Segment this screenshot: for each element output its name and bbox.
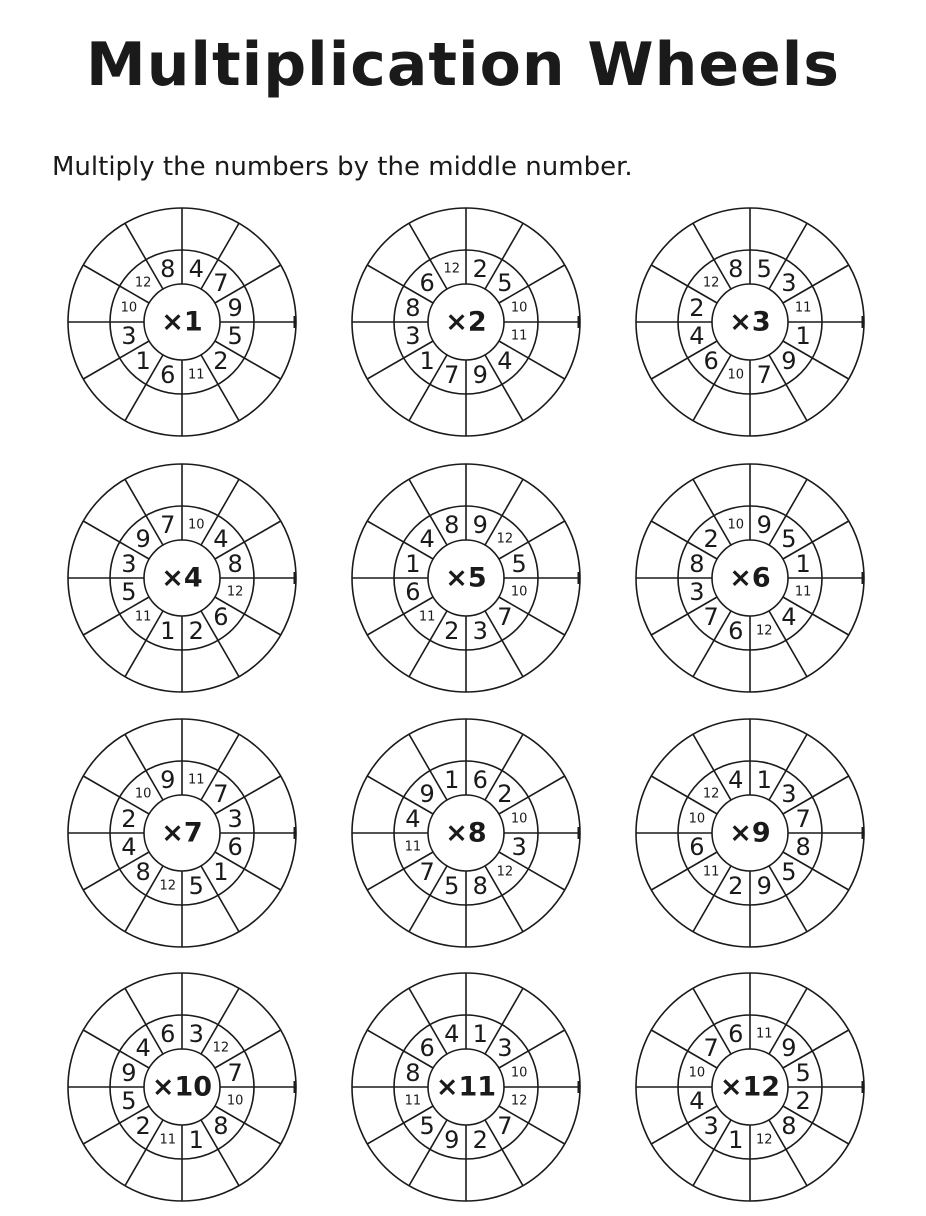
wheel-number: 3	[121, 549, 137, 578]
wheel-number: 5	[497, 269, 513, 298]
wheel	[636, 208, 864, 436]
wheel-number: 2	[703, 525, 719, 554]
wheel-number: 7	[419, 857, 435, 886]
wheel-number: 1	[472, 1019, 488, 1048]
wheel-number: 11	[404, 839, 422, 855]
wheel-number: 6	[472, 765, 488, 794]
page-title: Multiplication Wheels	[85, 30, 840, 100]
wheel-number: 7	[213, 269, 229, 298]
wheel-number: 1	[756, 765, 772, 794]
wheel-number: 11	[404, 1093, 422, 1109]
wheel-number: 10	[226, 1093, 244, 1109]
wheel	[352, 973, 580, 1201]
wheel-number: 8	[472, 872, 488, 901]
wheel-number: 3	[781, 269, 797, 298]
wheel-number: 4	[444, 1019, 460, 1048]
wheel-number: 7	[703, 602, 719, 631]
wheel-number: 3	[781, 780, 797, 809]
wheel-number: 9	[227, 293, 243, 322]
wheel-number: 1	[135, 346, 151, 375]
wheel-number: 12	[226, 584, 244, 600]
wheel-number: 6	[405, 578, 421, 607]
wheel-number: 6	[728, 617, 744, 646]
wheel-number: 1	[405, 549, 421, 578]
wheel-center-label: ×7	[161, 817, 203, 849]
wheel-number: 12	[755, 623, 773, 639]
wheel-number: 12	[212, 1040, 230, 1056]
wheel-number: 11	[187, 772, 205, 788]
wheel-number: 1	[188, 1126, 204, 1155]
wheel-center-label: ×5	[445, 562, 487, 594]
wheel-number: 12	[755, 1132, 773, 1148]
wheel-number: 6	[689, 833, 705, 862]
wheel-number: 4	[135, 1034, 151, 1063]
wheel-number: 9	[781, 346, 797, 375]
wheel-number: 7	[497, 1111, 513, 1140]
wheel-number: 10	[510, 584, 528, 600]
wheel-number: 3	[405, 322, 421, 351]
wheel-number: 8	[135, 857, 151, 886]
wheel	[352, 464, 580, 692]
wheel-number: 5	[419, 1111, 435, 1140]
wheel-number: 10	[134, 786, 152, 802]
wheel-number: 7	[795, 804, 811, 833]
wheel-center-label: ×1	[161, 306, 203, 338]
wheel-number: 10	[510, 300, 528, 316]
wheel-number: 5	[756, 254, 772, 283]
wheel-number: 2	[213, 346, 229, 375]
wheel-number: 8	[728, 254, 744, 283]
wheel-number: 5	[227, 322, 243, 351]
wheel	[68, 973, 296, 1201]
wheel-number: 8	[405, 293, 421, 322]
wheel-number: 2	[728, 872, 744, 901]
wheel-number: 5	[781, 857, 797, 886]
wheel-number: 1	[213, 857, 229, 886]
wheel-number: 1	[795, 549, 811, 578]
wheel	[68, 464, 296, 692]
wheel-number: 1	[728, 1126, 744, 1155]
wheel-number: 9	[444, 1126, 460, 1155]
wheel-number: 6	[160, 361, 176, 390]
wheel-number: 9	[419, 780, 435, 809]
wheel-number: 9	[472, 510, 488, 539]
wheel-number: 8	[795, 833, 811, 862]
wheel-number: 4	[689, 322, 705, 351]
wheel-center-label: ×10	[151, 1071, 213, 1103]
wheel-number: 6	[419, 269, 435, 298]
wheel-number: 11	[159, 1132, 177, 1148]
wheel-number: 3	[689, 578, 705, 607]
wheel-number: 10	[727, 517, 745, 533]
wheel-number: 3	[511, 833, 527, 862]
wheel-number: 10	[688, 1065, 706, 1081]
wheel-number: 12	[702, 786, 720, 802]
wheel-number: 11	[510, 328, 528, 344]
wheel-center-label: ×12	[719, 1071, 781, 1103]
wheel-number: 8	[160, 254, 176, 283]
wheel-number: 2	[188, 617, 204, 646]
wheel-number: 10	[120, 300, 138, 316]
wheel-number: 7	[703, 1034, 719, 1063]
wheel-number: 5	[781, 525, 797, 554]
wheel-center-label: ×4	[161, 562, 203, 594]
wheel-number: 7	[444, 361, 460, 390]
wheel-number: 12	[134, 275, 152, 291]
wheel-number: 10	[510, 811, 528, 827]
wheel-number: 11	[755, 1026, 773, 1042]
wheel-number: 8	[444, 510, 460, 539]
wheel-number: 12	[443, 261, 461, 277]
wheel-number: 9	[472, 361, 488, 390]
wheel-number: 2	[689, 293, 705, 322]
wheel	[68, 208, 296, 436]
wheel	[636, 973, 864, 1201]
wheel-number: 9	[756, 510, 772, 539]
wheel-number: 5	[121, 1087, 137, 1116]
wheel-number: 1	[160, 617, 176, 646]
wheel-number: 2	[497, 780, 513, 809]
wheel-number: 8	[689, 549, 705, 578]
wheel-number: 11	[134, 609, 152, 625]
wheel-number: 4	[188, 254, 204, 283]
wheel-number: 7	[227, 1058, 243, 1087]
wheel-number: 7	[213, 780, 229, 809]
wheel-number: 11	[794, 300, 812, 316]
wheel-number: 8	[213, 1111, 229, 1140]
wheel	[352, 719, 580, 947]
wheel-center-label: ×11	[435, 1071, 497, 1103]
wheel-number: 8	[781, 1111, 797, 1140]
wheel-number: 8	[227, 549, 243, 578]
wheel-number: 2	[121, 804, 137, 833]
wheel-number: 2	[135, 1111, 151, 1140]
wheel-number: 6	[419, 1034, 435, 1063]
wheel-number: 12	[702, 275, 720, 291]
wheel-number: 5	[795, 1058, 811, 1087]
wheel-number: 2	[472, 254, 488, 283]
wheel-number: 10	[688, 811, 706, 827]
wheel-number: 9	[756, 872, 772, 901]
wheel-number: 10	[727, 367, 745, 383]
wheel-number: 4	[689, 1087, 705, 1116]
wheel-number: 3	[497, 1034, 513, 1063]
wheel-number: 6	[703, 346, 719, 375]
instruction-text: Multiply the numbers by the middle number.	[52, 152, 633, 182]
wheel-number: 12	[496, 864, 514, 880]
wheel-center-label: ×9	[729, 817, 771, 849]
wheel-number: 9	[781, 1034, 797, 1063]
wheel-number: 8	[405, 1058, 421, 1087]
wheel-number: 9	[121, 1058, 137, 1087]
wheel-number: 10	[510, 1065, 528, 1081]
wheel-number: 3	[188, 1019, 204, 1048]
wheel-number: 9	[135, 525, 151, 554]
wheel-number: 4	[121, 833, 137, 862]
wheel-number: 11	[418, 609, 436, 625]
wheel-number: 5	[121, 578, 137, 607]
wheel-number: 7	[756, 361, 772, 390]
wheel-number: 3	[472, 617, 488, 646]
wheel-number: 6	[160, 1019, 176, 1048]
wheel-number: 11	[794, 584, 812, 600]
wheel-number: 7	[497, 602, 513, 631]
wheel-number: 4	[213, 525, 229, 554]
wheel-number: 3	[227, 804, 243, 833]
wheel-number: 11	[702, 864, 720, 880]
wheel-number: 5	[444, 872, 460, 901]
wheel-number: 6	[213, 602, 229, 631]
wheel-number: 5	[188, 872, 204, 901]
wheel-number: 4	[405, 804, 421, 833]
wheel-number: 3	[121, 322, 137, 351]
wheel-number: 3	[703, 1111, 719, 1140]
wheel-number: 12	[159, 878, 177, 894]
wheel-number: 5	[511, 549, 527, 578]
wheel-number: 7	[160, 510, 176, 539]
wheel-center-label: ×2	[445, 306, 487, 338]
wheel-center-label: ×3	[729, 306, 771, 338]
wheel-number: 12	[510, 1093, 528, 1109]
wheel-number: 4	[728, 765, 744, 794]
wheel	[636, 464, 864, 692]
wheel-number: 2	[472, 1126, 488, 1155]
wheel-number: 11	[187, 367, 205, 383]
wheel-number: 1	[444, 765, 460, 794]
wheel-number: 4	[419, 525, 435, 554]
wheel	[636, 719, 864, 947]
wheel-number: 2	[795, 1087, 811, 1116]
wheel-number: 1	[419, 346, 435, 375]
wheel-center-label: ×8	[445, 817, 487, 849]
wheel-number: 2	[444, 617, 460, 646]
wheel-number: 1	[795, 322, 811, 351]
wheel-number: 12	[496, 531, 514, 547]
wheel-number: 6	[728, 1019, 744, 1048]
wheel-number: 10	[187, 517, 205, 533]
wheel-center-label: ×6	[729, 562, 771, 594]
wheel	[68, 719, 296, 947]
wheel-number: 6	[227, 833, 243, 862]
wheel-number: 4	[781, 602, 797, 631]
wheel-number: 4	[497, 346, 513, 375]
wheel-number: 9	[160, 765, 176, 794]
wheel	[352, 208, 580, 436]
